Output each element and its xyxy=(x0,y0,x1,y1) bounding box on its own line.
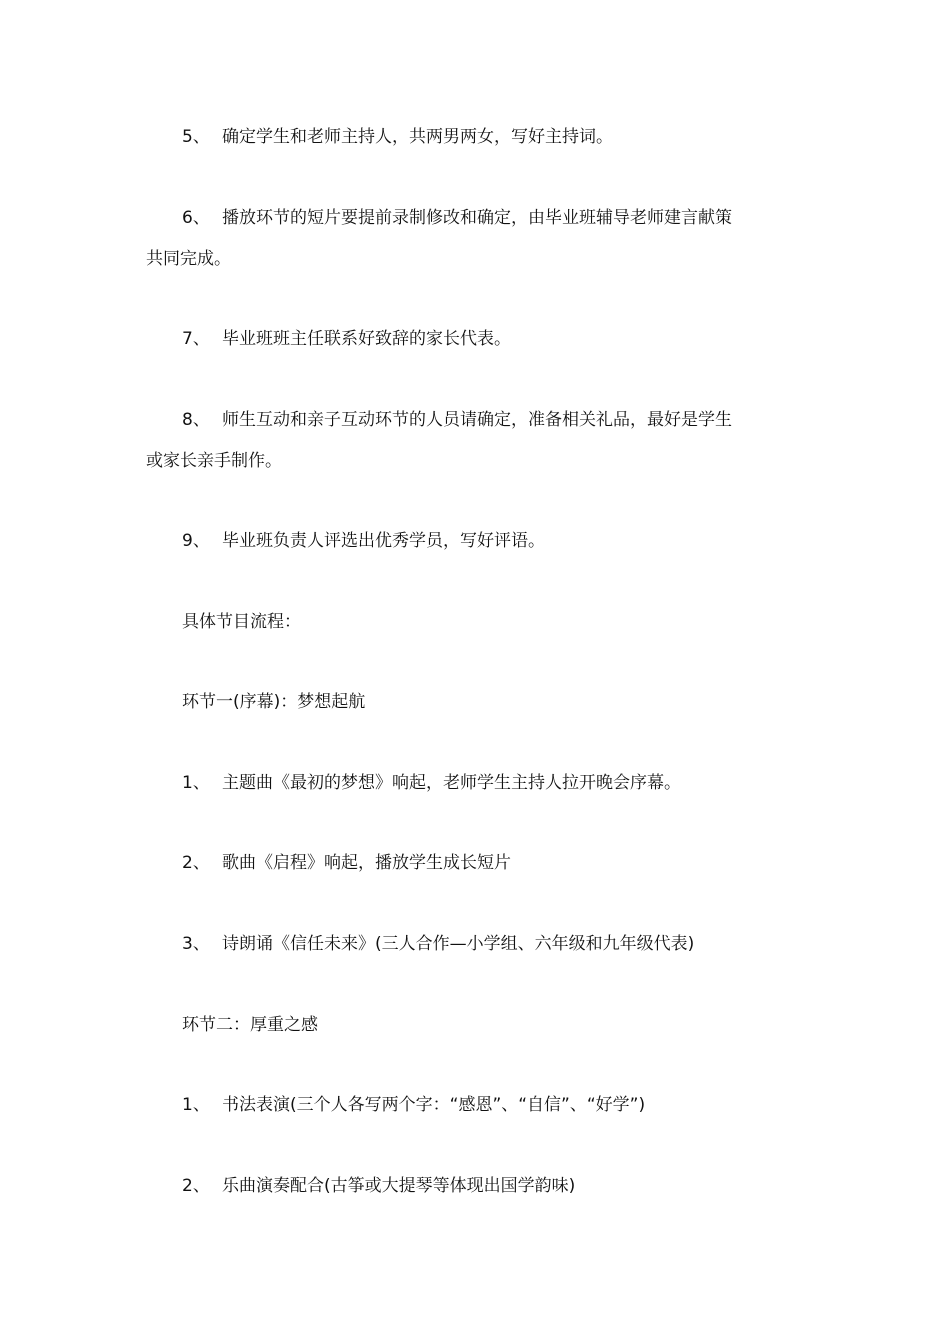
item-text-continuation: 或家长亲手制作。 xyxy=(146,451,282,471)
item-number: 3、 xyxy=(182,934,210,954)
item-number: 8、 xyxy=(182,410,210,430)
item-8 xyxy=(146,400,806,482)
item-number: 6、 xyxy=(182,208,210,228)
item-number: 1、 xyxy=(182,773,210,793)
item-text: 毕业班负责人评选出优秀学员，写好评语。 xyxy=(222,531,545,551)
heading-text: 环节一(序幕)：梦想起航 xyxy=(182,692,366,712)
section-one-item-3 xyxy=(146,924,806,965)
heading-text: 环节二：厚重之感 xyxy=(182,1015,318,1035)
section-one-item-2 xyxy=(146,843,806,884)
section-two-item-1 xyxy=(146,1085,806,1126)
item-text: 乐曲演奏配合(古筝或大提琴等体现出国学韵味) xyxy=(222,1176,576,1196)
item-text: 播放环节的短片要提前录制修改和确定，由毕业班辅导老师建言献策 xyxy=(222,208,732,228)
section-two-item-2 xyxy=(146,1166,806,1207)
program-heading xyxy=(146,602,806,643)
item-5 xyxy=(146,117,806,158)
section-one-item-1 xyxy=(146,763,806,804)
item-number: 1、 xyxy=(182,1095,210,1115)
item-number: 9、 xyxy=(182,531,210,551)
item-text: 歌曲《启程》响起，播放学生成长短片 xyxy=(222,853,511,873)
item-text: 主题曲《最初的梦想》响起，老师学生主持人拉开晚会序幕。 xyxy=(222,773,681,793)
item-text-continuation: 共同完成。 xyxy=(146,249,231,269)
item-text: 诗朗诵《信任未来》(三人合作—小学组、六年级和九年级代表) xyxy=(222,934,695,954)
item-number: 2、 xyxy=(182,853,210,873)
item-text: 确定学生和老师主持人，共两男两女，写好主持词。 xyxy=(222,127,613,147)
section-two-heading xyxy=(146,1005,806,1046)
item-6 xyxy=(146,198,806,280)
item-number: 7、 xyxy=(182,329,210,349)
section-one-heading xyxy=(146,682,806,723)
item-text: 毕业班班主任联系好致辞的家长代表。 xyxy=(222,329,511,349)
item-text: 书法表演(三个人各写两个字：“感恩”、“自信”、“好学”) xyxy=(222,1095,646,1115)
heading-text: 具体节目流程： xyxy=(182,612,301,632)
item-number: 2、 xyxy=(182,1176,210,1196)
item-7 xyxy=(146,319,806,360)
item-text: 师生互动和亲子互动环节的人员请确定，准备相关礼品，最好是学生 xyxy=(222,410,732,430)
item-9 xyxy=(146,521,806,562)
item-number: 5、 xyxy=(182,127,210,147)
